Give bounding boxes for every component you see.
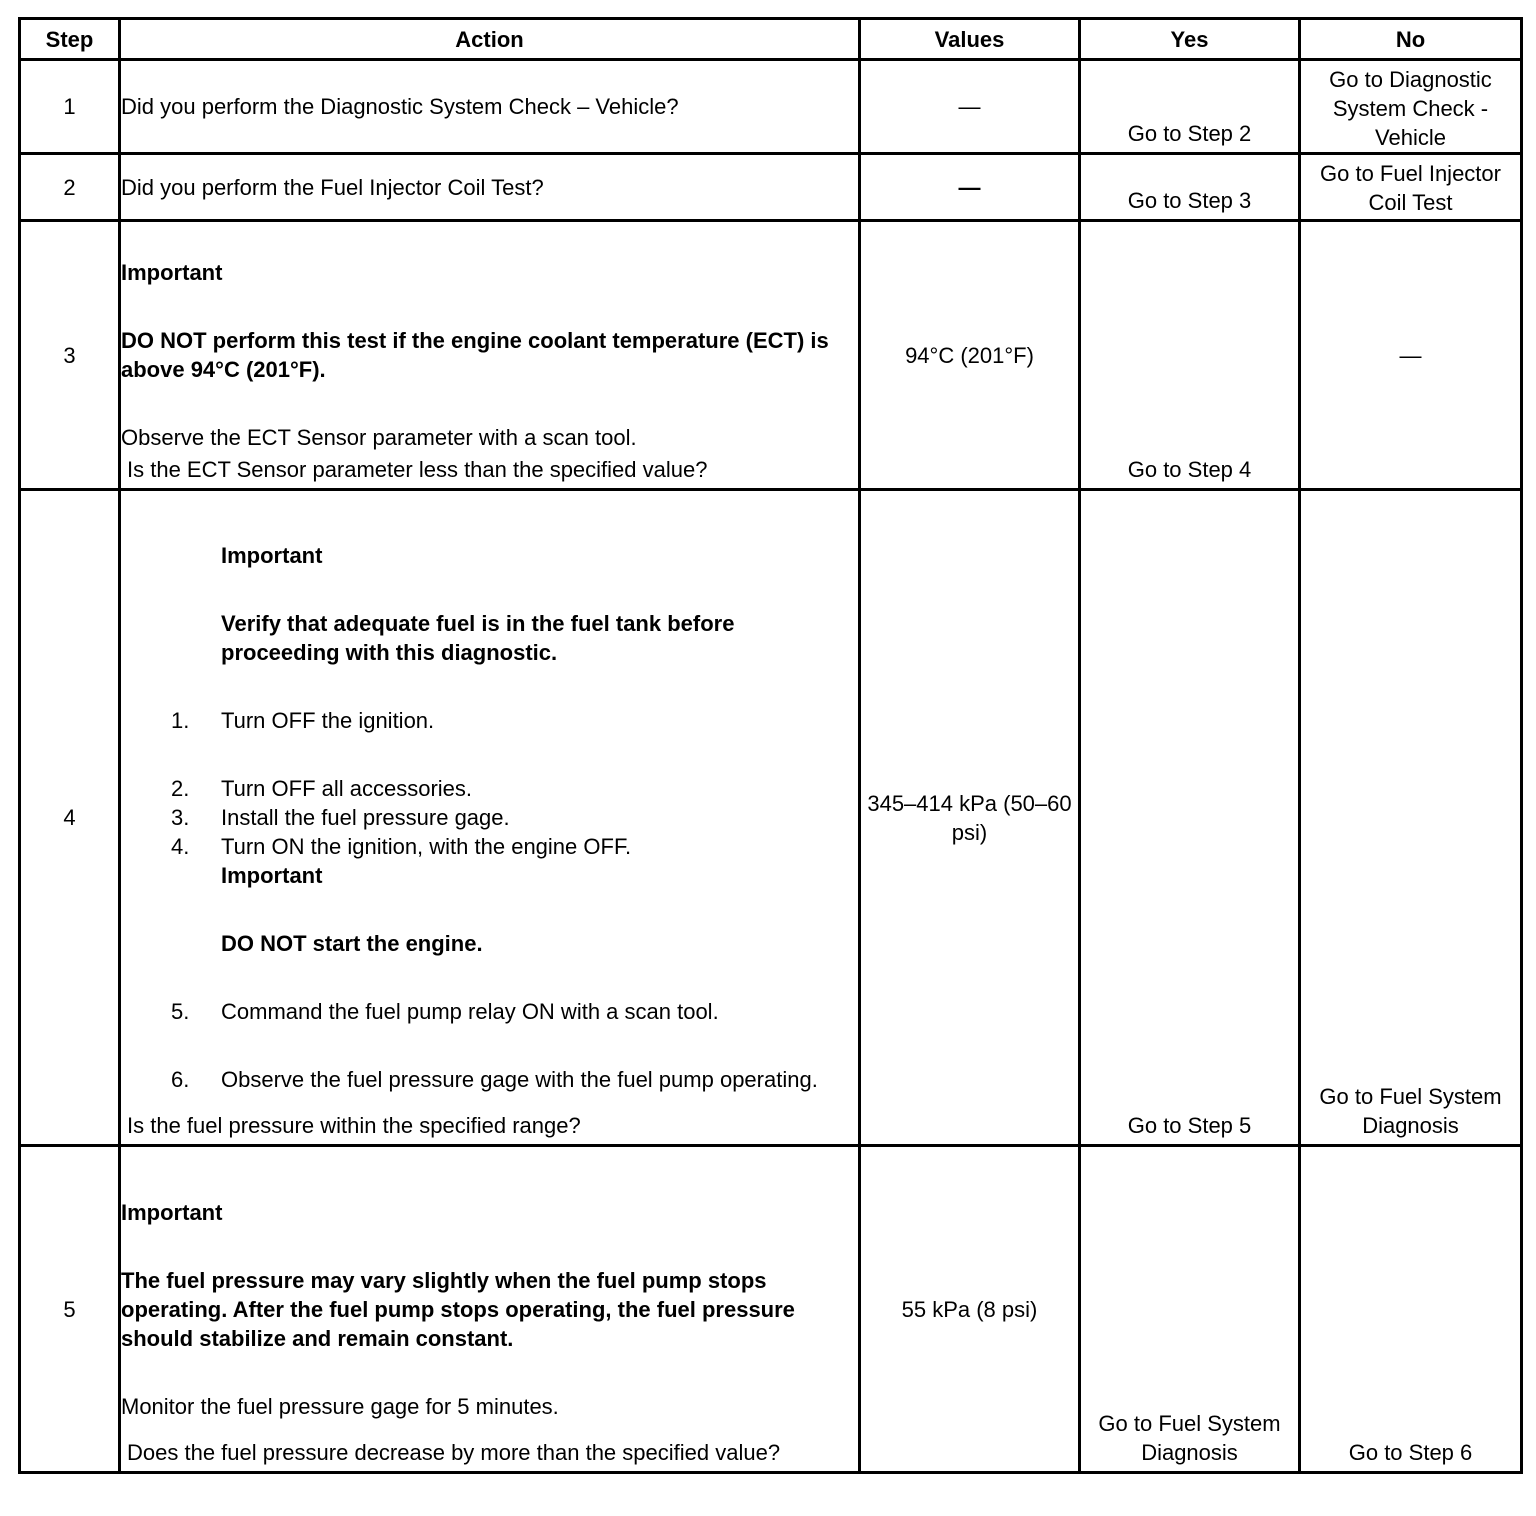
- value-cell: —: [860, 154, 1080, 221]
- yes-link: Go to Step 5: [1127, 1113, 1252, 1138]
- table-row: [20, 221, 1522, 490]
- value-cell: 55 kPa (8 psi): [860, 1146, 1080, 1473]
- diagnostic-table: [18, 17, 1523, 1474]
- list-item: [121, 997, 858, 1026]
- step-number: 3: [20, 221, 120, 490]
- question-text: Is the ECT Sensor parameter less than the specified value?: [127, 457, 708, 482]
- list-item: [121, 774, 858, 803]
- step-number: 5: [20, 1146, 120, 1473]
- list-number: 3.: [171, 805, 190, 830]
- list-text: Install the fuel pressure gage.: [221, 805, 510, 830]
- action-cell: [120, 154, 860, 221]
- value-cell: —: [860, 60, 1080, 154]
- no-cell: —: [1300, 221, 1522, 490]
- table-row: [20, 60, 1522, 154]
- table-row: [20, 490, 1522, 1146]
- list-text: Command the fuel pump relay ON with a scan tool.: [221, 999, 719, 1024]
- yes-link: Go to Step 4: [1127, 457, 1252, 482]
- yes-cell: [1080, 154, 1300, 221]
- important-text: The fuel pressure may vary slightly when the fuel pump stops operating. After the fuel pump stops operating, the fuel pressure should stabilize and remain constant.: [121, 1267, 795, 1351]
- instruction-text: Monitor the fuel pressure gage for 5 minutes.: [121, 1393, 559, 1419]
- action-cell: [120, 1146, 860, 1473]
- important-text: Verify that adequate fuel is in the fuel tank before proceeding with this diagnostic.: [221, 611, 735, 665]
- list-number: 4.: [171, 834, 190, 859]
- table-row: [20, 1146, 1522, 1473]
- important-label: Important: [121, 260, 223, 285]
- yes-cell: [1080, 1146, 1300, 1473]
- list-number: 5.: [171, 999, 190, 1024]
- value-cell: 345–414 kPa (50–60 psi): [860, 490, 1080, 1146]
- header-yes: Yes: [1080, 19, 1300, 60]
- table-row: [20, 154, 1522, 221]
- list-text: Turn ON the ignition, with the engine OFF.: [221, 834, 632, 859]
- sub-important-label: Important: [221, 863, 323, 888]
- list-number: 6.: [171, 1067, 190, 1092]
- list-item: [121, 803, 858, 832]
- important-text: DO NOT perform this test if the engine coolant temperature (ECT) is above 94°C (201°F).: [121, 328, 829, 382]
- no-cell: [1300, 154, 1522, 221]
- header-action: Action: [120, 19, 860, 60]
- list-number: 2.: [171, 776, 190, 801]
- list-text: Turn OFF all accessories.: [221, 776, 473, 801]
- header-step: Step: [20, 19, 120, 60]
- list-item: [121, 706, 858, 735]
- yes-cell: [1080, 60, 1300, 154]
- list-item: [121, 1065, 858, 1094]
- yes-cell: [1080, 221, 1300, 490]
- question-text: Does the fuel pressure decrease by more than the specified value?: [127, 1440, 781, 1465]
- no-link: Go to Fuel Injector Coil Test: [1320, 161, 1501, 215]
- important-label: Important: [221, 543, 323, 568]
- list-text: Turn OFF the ignition.: [221, 708, 435, 733]
- action-cell: [120, 60, 860, 154]
- important-label: Important: [121, 1199, 223, 1225]
- list-text: Observe the fuel pressure gage with the fuel pump operating.: [221, 1067, 818, 1092]
- sub-important-text: DO NOT start the engine.: [221, 931, 483, 956]
- step-number: 4: [20, 490, 120, 1146]
- action-text: Did you perform the Diagnostic System Check – Vehicle?: [121, 94, 679, 119]
- no-link: Go to Fuel System Diagnosis: [1319, 1084, 1502, 1138]
- yes-cell: [1080, 490, 1300, 1146]
- list-item: [121, 832, 858, 861]
- yes-link: Go to Step 2: [1127, 121, 1252, 146]
- list-number: 1.: [171, 708, 190, 733]
- question-text: Is the fuel pressure within the specified range?: [127, 1113, 581, 1138]
- header-row: [20, 19, 1522, 60]
- no-link: Go to Diagnostic System Check - Vehicle: [1329, 67, 1492, 150]
- yes-link: Go to Step 3: [1127, 188, 1252, 213]
- action-cell: [120, 490, 860, 1146]
- header-no: No: [1300, 19, 1522, 60]
- header-values: Values: [860, 19, 1080, 60]
- action-cell: [120, 221, 860, 490]
- step-number: 2: [20, 154, 120, 221]
- no-cell: [1300, 60, 1522, 154]
- value-cell: 94°C (201°F): [860, 221, 1080, 490]
- yes-link: Go to Fuel System Diagnosis: [1098, 1411, 1281, 1465]
- instruction-text: Observe the ECT Sensor parameter with a scan tool.: [121, 425, 637, 450]
- action-text: Did you perform the Fuel Injector Coil Test?: [121, 174, 544, 200]
- step-number: 1: [20, 60, 120, 154]
- no-cell: [1300, 490, 1522, 1146]
- no-cell: [1300, 1146, 1522, 1473]
- no-link: Go to Step 6: [1348, 1440, 1473, 1465]
